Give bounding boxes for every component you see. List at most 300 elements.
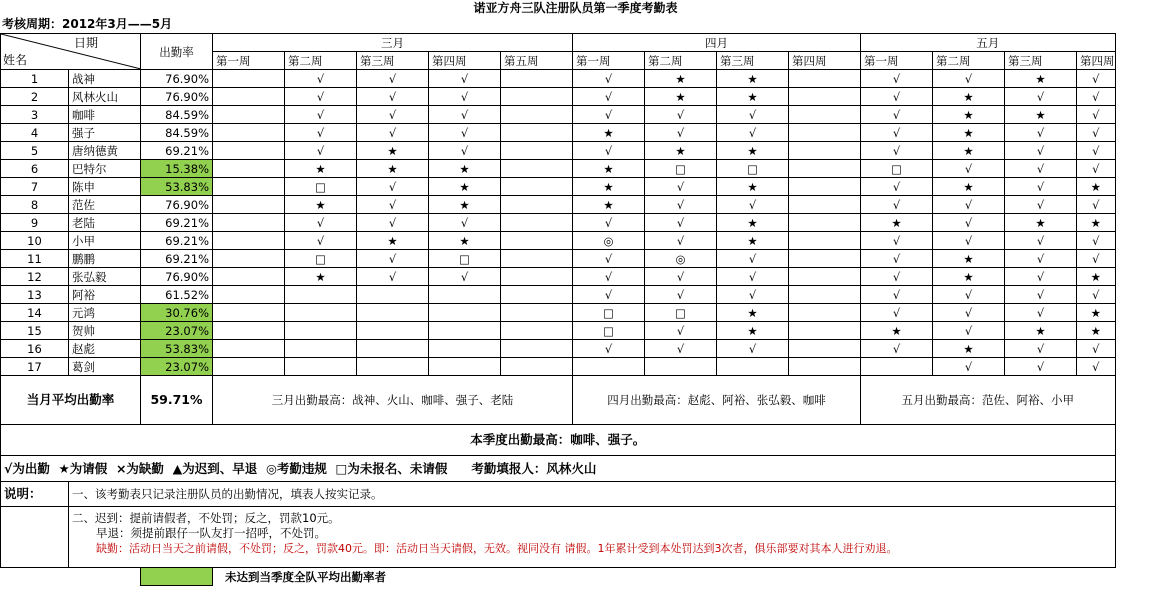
attendance-mark: √	[357, 178, 429, 196]
attendance-mark: √	[645, 178, 717, 196]
attendance-mark: √	[1005, 196, 1077, 214]
attendance-mark: √	[1077, 358, 1116, 376]
notes-line-1: 一、该考勤表只记录注册队员的出勤情况，填表人按实记录。	[69, 482, 1116, 507]
attendance-mark	[213, 142, 285, 160]
table-row	[1, 340, 1116, 358]
attendance-mark: □	[861, 160, 933, 178]
attendance-mark: ★	[1005, 70, 1077, 88]
attendance-mark	[789, 178, 861, 196]
row-number: 15	[1, 322, 69, 340]
legend-row	[1, 456, 1116, 482]
attendance-mark	[789, 88, 861, 106]
attendance-mark: ★	[573, 124, 645, 142]
attendance-mark: √	[285, 88, 357, 106]
attendance-mark	[213, 340, 285, 358]
attendance-mark: √	[861, 178, 933, 196]
attendance-mark: ★	[933, 88, 1005, 106]
attendance-mark	[501, 178, 573, 196]
week-header: 第四周	[1077, 52, 1116, 70]
attendance-mark	[789, 322, 861, 340]
attendance-mark: √	[1077, 106, 1116, 124]
attendance-mark	[501, 268, 573, 286]
attendance-rate: 84.59%	[141, 124, 213, 142]
attendance-mark	[501, 214, 573, 232]
attendance-mark: √	[933, 358, 1005, 376]
attendance-mark: ★	[1077, 178, 1116, 196]
attendance-mark: ★	[1077, 214, 1116, 232]
attendance-mark	[789, 196, 861, 214]
table-row	[1, 304, 1116, 322]
attendance-mark: ★	[285, 160, 357, 178]
attendance-mark	[501, 88, 573, 106]
attendance-mark	[501, 304, 573, 322]
attendance-mark: √	[717, 196, 789, 214]
week-header: 第四周	[429, 52, 501, 70]
attendance-mark	[357, 340, 429, 358]
attendance-mark: √	[285, 70, 357, 88]
season-best: 本季度出勤最高：咖啡、强子。	[1, 425, 1116, 456]
attendance-mark	[213, 196, 285, 214]
week-header: 第四周	[789, 52, 861, 70]
date-header: 日期	[73, 36, 98, 50]
attendance-mark: √	[573, 286, 645, 304]
row-number: 14	[1, 304, 69, 322]
attendance-mark: ★	[357, 160, 429, 178]
attendance-mark: √	[285, 214, 357, 232]
member-name: 贺帅	[69, 322, 141, 340]
attendance-mark: √	[933, 214, 1005, 232]
attendance-mark	[789, 250, 861, 268]
attendance-mark	[213, 214, 285, 232]
attendance-mark: √	[1005, 286, 1077, 304]
week-header: 第二周	[285, 52, 357, 70]
row-number: 2	[1, 88, 69, 106]
attendance-mark: ★	[429, 196, 501, 214]
attendance-mark: √	[357, 88, 429, 106]
attendance-mark: √	[645, 268, 717, 286]
reporter-text: 考勤填报人：风林火山	[471, 460, 597, 476]
attendance-mark: √	[933, 322, 1005, 340]
notes-line-3: 早退：须提前跟仔一队友打一招呼，不处罚。	[96, 526, 326, 540]
notes-block	[69, 507, 1116, 568]
attendance-mark: □	[285, 178, 357, 196]
attendance-mark	[213, 358, 285, 376]
table-row	[1, 160, 1116, 178]
avg-rate-label: 当月平均出勤率	[1, 376, 141, 425]
attendance-mark	[789, 358, 861, 376]
attendance-mark	[645, 358, 717, 376]
attendance-mark: ★	[429, 160, 501, 178]
attendance-mark: ★	[429, 232, 501, 250]
member-name: 葛剑	[69, 358, 141, 376]
attendance-mark	[573, 358, 645, 376]
table-row	[1, 322, 1116, 340]
attendance-mark: √	[429, 124, 501, 142]
attendance-mark: ★	[717, 214, 789, 232]
attendance-mark	[429, 304, 501, 322]
week-header: 第五周	[501, 52, 573, 70]
attendance-mark: ★	[357, 142, 429, 160]
attendance-mark	[789, 214, 861, 232]
attendance-mark: ★	[933, 124, 1005, 142]
attendance-mark: √	[1077, 88, 1116, 106]
attendance-mark: √	[645, 106, 717, 124]
attendance-mark: □	[429, 250, 501, 268]
attendance-rate: 76.90%	[141, 268, 213, 286]
attendance-mark	[501, 196, 573, 214]
footer-note: 未达到当季度全队平均出勤率者	[225, 569, 386, 584]
attendance-mark: √	[861, 196, 933, 214]
attendance-mark	[213, 232, 285, 250]
attendance-mark: √	[861, 88, 933, 106]
member-name: 阿裕	[69, 286, 141, 304]
attendance-mark: √	[1077, 340, 1116, 358]
row-number: 4	[1, 124, 69, 142]
attendance-mark: ★	[1077, 268, 1116, 286]
attendance-mark	[429, 286, 501, 304]
week-header: 第一周	[861, 52, 933, 70]
attendance-mark: ★	[1005, 106, 1077, 124]
attendance-mark	[285, 286, 357, 304]
attendance-rate: 69.21%	[141, 232, 213, 250]
attendance-mark	[501, 160, 573, 178]
attendance-mark: ◎	[645, 250, 717, 268]
summary-row	[1, 376, 1116, 425]
attendance-mark: √	[573, 268, 645, 286]
attendance-mark: ◎	[573, 232, 645, 250]
attendance-mark	[717, 358, 789, 376]
attendance-mark: √	[285, 232, 357, 250]
attendance-rate: 69.21%	[141, 250, 213, 268]
attendance-mark: √	[1077, 124, 1116, 142]
avg-rate-value: 59.71%	[141, 376, 213, 425]
attendance-mark: √	[933, 160, 1005, 178]
attendance-mark: ★	[573, 160, 645, 178]
attendance-mark	[357, 322, 429, 340]
attendance-mark	[213, 250, 285, 268]
attendance-mark: √	[1005, 250, 1077, 268]
attendance-mark: √	[645, 286, 717, 304]
attendance-mark	[789, 232, 861, 250]
member-name: 唐纳德黄	[69, 142, 141, 160]
attendance-mark: √	[573, 106, 645, 124]
attendance-mark: ★	[717, 178, 789, 196]
attendance-mark: √	[645, 124, 717, 142]
attendance-mark: √	[1005, 178, 1077, 196]
attendance-mark: √	[429, 88, 501, 106]
attendance-mark: ★	[861, 322, 933, 340]
table-row	[1, 250, 1116, 268]
attendance-mark: √	[933, 70, 1005, 88]
attendance-mark: ★	[1005, 322, 1077, 340]
attendance-mark: ★	[573, 178, 645, 196]
legend-text: √为出勤 ★为请假 ×为缺勤 ▲为迟到、早退 ◎考勤违规 □为未报名、未请假	[4, 460, 448, 476]
row-number: 1	[1, 70, 69, 88]
member-name: 陈申	[69, 178, 141, 196]
attendance-mark: √	[429, 268, 501, 286]
row-number: 16	[1, 340, 69, 358]
attendance-mark: √	[1077, 232, 1116, 250]
attendance-mark: √	[1005, 232, 1077, 250]
attendance-mark: □	[645, 160, 717, 178]
attendance-mark: √	[1005, 160, 1077, 178]
row-number: 12	[1, 268, 69, 286]
attendance-rate: 15.38%	[141, 160, 213, 178]
attendance-mark: √	[357, 70, 429, 88]
attendance-mark: √	[357, 106, 429, 124]
attendance-mark	[501, 232, 573, 250]
member-name: 范佐	[69, 196, 141, 214]
attendance-mark: √	[645, 196, 717, 214]
attendance-rate: 76.90%	[141, 88, 213, 106]
member-name: 张弘毅	[69, 268, 141, 286]
attendance-mark: ★	[933, 106, 1005, 124]
attendance-rate: 53.83%	[141, 178, 213, 196]
attendance-mark: √	[861, 124, 933, 142]
attendance-mark: √	[1077, 286, 1116, 304]
attendance-mark	[429, 358, 501, 376]
attendance-mark: √	[861, 304, 933, 322]
attendance-rate: 84.59%	[141, 106, 213, 124]
attendance-mark: ★	[285, 196, 357, 214]
attendance-mark: √	[861, 250, 933, 268]
attendance-mark: √	[1005, 340, 1077, 358]
attendance-mark: √	[933, 304, 1005, 322]
attendance-mark: √	[357, 268, 429, 286]
attendance-mark: √	[1005, 88, 1077, 106]
attendance-mark: √	[429, 70, 501, 88]
table-row	[1, 196, 1116, 214]
table-row	[1, 88, 1116, 106]
attendance-mark: √	[573, 88, 645, 106]
attendance-mark: √	[357, 250, 429, 268]
attendance-mark: √	[573, 214, 645, 232]
attendance-rate: 23.07%	[141, 322, 213, 340]
attendance-mark: √	[645, 232, 717, 250]
member-name: 战神	[69, 70, 141, 88]
attendance-mark: √	[1005, 268, 1077, 286]
attendance-mark	[213, 322, 285, 340]
attendance-mark: √	[717, 268, 789, 286]
attendance-mark: ★	[933, 178, 1005, 196]
row-number: 11	[1, 250, 69, 268]
member-name: 元鸿	[69, 304, 141, 322]
attendance-mark	[213, 286, 285, 304]
attendance-mark: √	[645, 214, 717, 232]
member-name: 小甲	[69, 232, 141, 250]
attendance-mark: √	[429, 214, 501, 232]
attendance-mark: ★	[717, 142, 789, 160]
notes-label: 说明：	[1, 482, 69, 507]
attendance-mark: √	[1077, 196, 1116, 214]
attendance-mark: √	[1077, 70, 1116, 88]
attendance-rate: 30.76%	[141, 304, 213, 322]
row-number: 13	[1, 286, 69, 304]
table-row	[1, 142, 1116, 160]
attendance-mark	[429, 322, 501, 340]
attendance-mark: √	[717, 340, 789, 358]
week-header: 第一周	[213, 52, 285, 70]
attendance-rate: 76.90%	[141, 70, 213, 88]
week-header: 第一周	[573, 52, 645, 70]
attendance-mark: ★	[645, 88, 717, 106]
attendance-mark: √	[1077, 250, 1116, 268]
attendance-mark: □	[645, 304, 717, 322]
attendance-mark	[429, 340, 501, 358]
attendance-mark: ★	[573, 196, 645, 214]
attendance-mark: ★	[717, 88, 789, 106]
attendance-mark: √	[861, 340, 933, 358]
attendance-mark	[789, 142, 861, 160]
attendance-mark	[789, 340, 861, 358]
attendance-mark: √	[717, 286, 789, 304]
attendance-mark	[501, 106, 573, 124]
attendance-mark: √	[285, 124, 357, 142]
attendance-mark	[789, 268, 861, 286]
member-name: 赵彪	[69, 340, 141, 358]
attendance-mark: ★	[1005, 214, 1077, 232]
attendance-mark	[789, 304, 861, 322]
attendance-mark: ★	[357, 232, 429, 250]
attendance-mark: √	[861, 106, 933, 124]
attendance-mark: √	[1005, 358, 1077, 376]
member-name: 鹏鹏	[69, 250, 141, 268]
attendance-mark: ★	[933, 142, 1005, 160]
sheet-title: 诺亚方舟三队注册队员第一季度考勤表	[473, 1, 678, 15]
month-march-header: 三月	[213, 34, 573, 52]
attendance-mark	[789, 160, 861, 178]
row-number: 7	[1, 178, 69, 196]
attendance-mark: ★	[717, 232, 789, 250]
rate-header: 出勤率	[141, 34, 213, 70]
attendance-mark: √	[933, 286, 1005, 304]
attendance-rate: 53.83%	[141, 340, 213, 358]
notes-line-4: 缺勤：活动日当天之前请假，不处罚；反之，罚款40元。即：活动日当天请假，无效。视同没有 请假。1年累计受到本处罚达到3次者，俱乐部要对其本人进行劝退。	[96, 542, 898, 555]
attendance-mark: □	[573, 322, 645, 340]
attendance-rate: 69.21%	[141, 214, 213, 232]
week-header: 第三周	[357, 52, 429, 70]
attendance-mark	[285, 340, 357, 358]
attendance-mark: √	[429, 106, 501, 124]
attendance-mark: □	[285, 250, 357, 268]
month-april-header: 四月	[573, 34, 861, 52]
attendance-mark: √	[573, 250, 645, 268]
header-diagonal-cell	[1, 34, 141, 70]
attendance-mark: √	[645, 340, 717, 358]
attendance-mark: √	[429, 142, 501, 160]
attendance-mark	[213, 106, 285, 124]
week-header: 第三周	[1005, 52, 1077, 70]
attendance-mark: ★	[1077, 304, 1116, 322]
april-best: 四月出勤最高：赵彪、阿裕、张弘毅、咖啡	[573, 376, 861, 425]
attendance-mark: □	[573, 304, 645, 322]
attendance-mark: √	[1077, 142, 1116, 160]
attendance-mark: √	[861, 142, 933, 160]
attendance-mark: □	[717, 160, 789, 178]
attendance-mark	[213, 304, 285, 322]
table-row	[1, 214, 1116, 232]
member-name: 强子	[69, 124, 141, 142]
attendance-mark: √	[717, 250, 789, 268]
table-row	[1, 286, 1116, 304]
member-name: 巴特尔	[69, 160, 141, 178]
attendance-mark	[501, 340, 573, 358]
attendance-mark: √	[717, 106, 789, 124]
notes-spacer	[1, 507, 69, 568]
attendance-mark	[213, 160, 285, 178]
attendance-mark	[285, 358, 357, 376]
footer-spacer	[1, 568, 141, 586]
attendance-mark	[213, 70, 285, 88]
attendance-mark: ★	[717, 70, 789, 88]
attendance-mark: √	[933, 232, 1005, 250]
attendance-mark	[213, 88, 285, 106]
member-name: 咖啡	[69, 106, 141, 124]
attendance-mark	[357, 358, 429, 376]
attendance-mark: ★	[645, 70, 717, 88]
notes-line-2: 二、迟到：提前请假者，不处罚；反之，罚款10元。	[72, 511, 340, 525]
attendance-mark: √	[1005, 304, 1077, 322]
attendance-mark: ★	[1077, 322, 1116, 340]
attendance-mark	[789, 286, 861, 304]
attendance-mark: √	[285, 142, 357, 160]
attendance-mark	[861, 358, 933, 376]
month-may-header: 五月	[861, 34, 1116, 52]
attendance-mark: √	[645, 322, 717, 340]
attendance-mark: √	[357, 214, 429, 232]
attendance-mark	[501, 142, 573, 160]
attendance-rate: 69.21%	[141, 142, 213, 160]
attendance-mark: √	[573, 142, 645, 160]
may-best: 五月出勤最高：范佐、阿裕、小甲	[861, 376, 1116, 425]
footer-green-swatch	[141, 568, 213, 586]
attendance-mark: √	[1077, 160, 1116, 178]
attendance-mark: √	[1005, 142, 1077, 160]
row-number: 10	[1, 232, 69, 250]
attendance-mark: ★	[429, 178, 501, 196]
attendance-mark: √	[357, 196, 429, 214]
row-number: 8	[1, 196, 69, 214]
attendance-rate: 61.52%	[141, 286, 213, 304]
attendance-mark: √	[861, 70, 933, 88]
march-best: 三月出勤最高：战神、火山、咖啡、强子、老陆	[213, 376, 573, 425]
attendance-mark: √	[861, 286, 933, 304]
row-number: 9	[1, 214, 69, 232]
attendance-rate: 23.07%	[141, 358, 213, 376]
table-row	[1, 106, 1116, 124]
row-number: 6	[1, 160, 69, 178]
attendance-mark: √	[717, 124, 789, 142]
attendance-mark: ★	[933, 268, 1005, 286]
attendance-mark	[501, 124, 573, 142]
member-name: 风林火山	[69, 88, 141, 106]
attendance-mark	[213, 268, 285, 286]
attendance-mark: √	[357, 124, 429, 142]
attendance-mark: ★	[717, 322, 789, 340]
attendance-mark: ★	[717, 304, 789, 322]
attendance-mark: ★	[933, 250, 1005, 268]
attendance-mark	[285, 322, 357, 340]
attendance-mark: ★	[861, 214, 933, 232]
attendance-mark	[501, 358, 573, 376]
attendance-mark	[789, 124, 861, 142]
attendance-mark	[357, 286, 429, 304]
attendance-mark	[501, 250, 573, 268]
attendance-mark	[789, 106, 861, 124]
week-header: 第二周	[933, 52, 1005, 70]
row-number: 17	[1, 358, 69, 376]
attendance-mark: ★	[933, 340, 1005, 358]
